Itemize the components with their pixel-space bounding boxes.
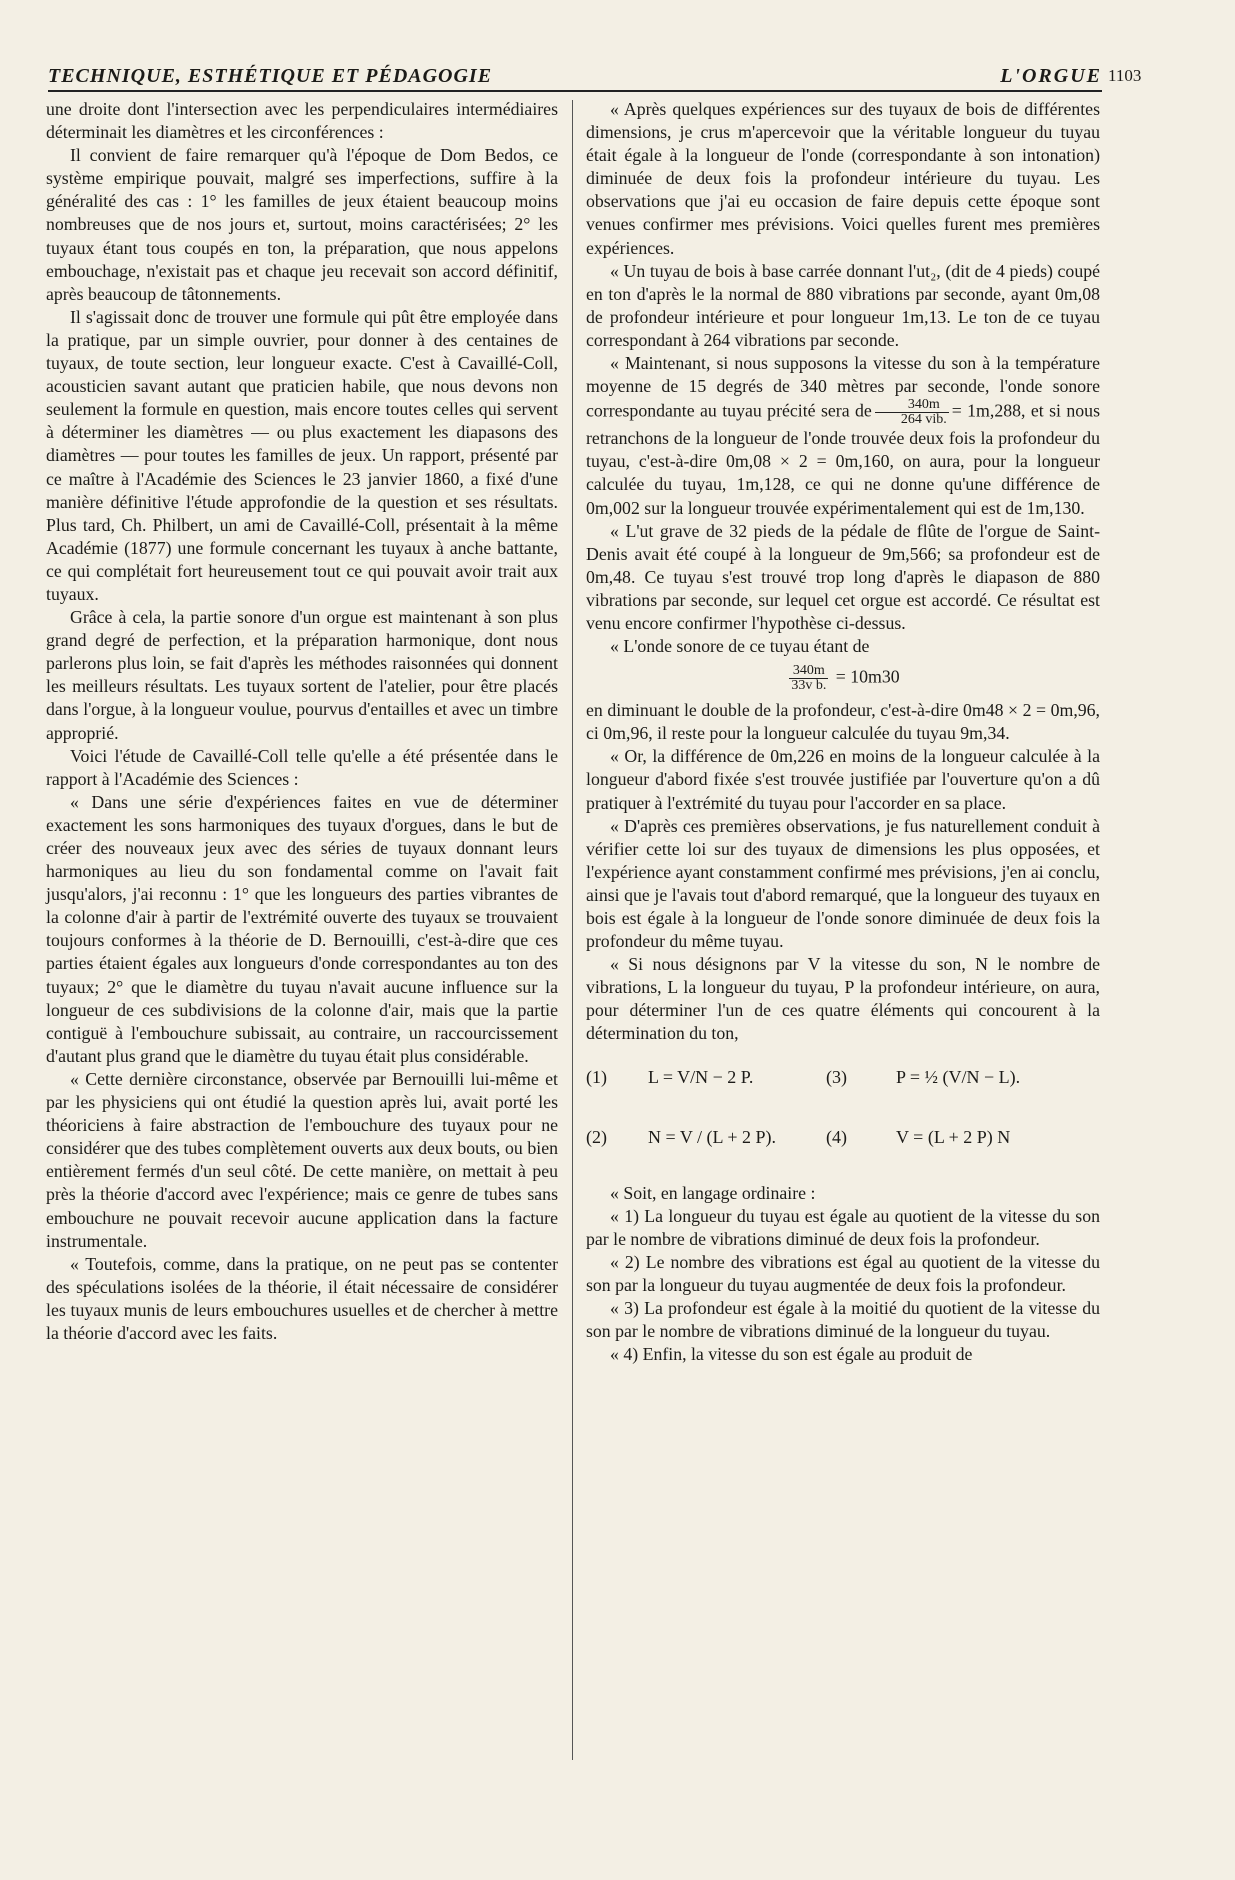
fraction bbox=[875, 398, 949, 427]
formula-label: (1) bbox=[586, 1066, 607, 1087]
paragraph: « L'ut grave de 32 pieds de la pédale de flûte de l'orgue de Saint-Denis avait été coupé à la longueur de 9m,566; sa profondeur est de 0m,48. Ce tuyau s'est trouvé trop long d'après le diapason de 880 vibrations par seconde, sur lequel cet orgue est accordé. Ce résultat est venu encore confirmer l'hypothèse ci-dessus. bbox=[586, 520, 1100, 633]
paragraph: « Or, la différence de 0m,226 en moins de la longueur calculée à la longueur d'abord fixée s'est trouvée justifiée par l'ouverture qu'on a dû pratiquer à l'extrémité du tuyau pour l'accorder en sa place. bbox=[586, 746, 1100, 813]
fraction-numerator: 340m bbox=[789, 664, 828, 679]
paragraph: « L'onde sonore de ce tuyau étant de bbox=[610, 636, 870, 657]
equation-rhs: = 10m30 bbox=[835, 666, 900, 687]
formula: N = V / (L + 2 P). bbox=[648, 1126, 776, 1147]
fraction bbox=[789, 664, 828, 693]
paragraph: « 1) La longueur du tuyau est égale au quotient de la vitesse du son par le nombre de vibrations diminué de deux fois la profondeur. bbox=[586, 1205, 1100, 1249]
paragraph: « Dans une série d'expériences faites en vue de déterminer exactement les sons harmoniques des tuyaux d'orgues, dans le but de créer des nouveaux jeux avec des séries de tuyaux donnant leurs harmoniques au lieu du son fondamental comme on l'avait fait jusqu'alors, j'ai reconnu : 1° que les longueurs des parties vibrantes de la colonne d'air à partir de l'extrémité ouverte des tuyaux se trouvaient toujours conformes à la théorie de D. Bernouilli, c'est-à-dire que ces parties étaient égales aux longueurs d'onde correspondantes au ton des tuyaux; 2° que le diamètre du tuyau n'avait aucune influence sur la longueur de ces subdivisions de la colonne d'air, mais que la partie contiguë à l'embouchure subissait, au contraire, un raccourcissement d'autant plus grand que le diamètre du tuyau était plus considérable. bbox=[46, 791, 558, 1066]
paragraph-text: = 1m,288, et si nous retranchons de la longueur de l'onde trouvée deux fois la profondeur du tuyau, c'est-à-dire 0m,08 × 2 = 0m,160, on aura, pour la longueur calculée du tuyau, 1m,128, ce qui ne donne qu'une différence de 0m,002 sur la longueur trouvée expérimentalement qui est de 1m,130. bbox=[586, 400, 1100, 518]
header-section-title: TECHNIQUE, ESTHÉTIQUE ET PÉDAGOGIE bbox=[48, 65, 493, 87]
paragraph-text: « Maintenant, si nous supposons la vitesse du son à la température moyenne de 15 degrés de 340 mètres par seconde, l'onde sonore correspondante au tuyau précité sera de bbox=[586, 353, 1100, 421]
paragraph: Grâce à cela, la partie sonore d'un orgue est maintenant à son plus grand degré de perfection, et la préparation harmonique, dont nous parlerons plus loin, se fait d'après les méthodes raisonnées qui donnent les meilleurs résultats. Les tuyaux sortent de l'atelier, pour être placés dans l'orgue, à la longueur voulue, pourvus d'entailles et avec un timbre approprié. bbox=[46, 607, 558, 743]
paragraph: une droite dont l'intersection avec les perpendiculaires intermédiaires déterminait les diamètres et les circonférences : bbox=[46, 99, 558, 143]
header-journal-title: L'ORGUE bbox=[1000, 65, 1102, 87]
formula-label: (2) bbox=[586, 1126, 607, 1147]
column-divider bbox=[572, 100, 573, 1760]
paragraph: « Après quelques expériences sur des tuyaux de bois de différentes dimensions, je crus m'apercevoir que la véritable longueur du tuyau était égale à la longueur de l'onde (correspondante à son intonation) diminuée de deux fois la profondeur intérieure du tuyau. Les observations que j'ai eu occasion de faire depuis cette époque sont venues confirmer mes prévisions. Voici quelles furent mes premières expériences. bbox=[586, 99, 1100, 258]
paragraph: « Cette dernière circonstance, observée par Bernouilli lui-même et par les physiciens qui ont étudié la question après lui, avait porté les théoriciens à faire abstraction de l'embouchure des tuyaux pour ne considérer que des tubes complètement ouverts aux deux bouts, ou bien entièrement fermés d'un seul côté. De cette manière, on mettait à peu près la théorie d'accord avec l'expérience; mais ce genre de tubes sans embouchure ne pouvait recevoir aucune application dans la facture instrumentale. bbox=[46, 1068, 558, 1251]
paragraph: en diminuant le double de la profondeur, c'est-à-dire 0m48 × 2 = 0m,96, ci 0m,96, il reste pour la longueur calculée du tuyau 9m,34. bbox=[586, 700, 1100, 744]
right-column bbox=[586, 98, 1100, 1366]
paragraph: « 3) La profondeur est égale à la moitié du quotient de la vitesse du son par le nombre de vibrations diminué de la longueur du tuyau. bbox=[586, 1298, 1100, 1342]
page-number: 1103 bbox=[1108, 66, 1142, 85]
formula: P = ½ (V/N − L). bbox=[896, 1066, 1021, 1087]
paragraph: Il s'agissait donc de trouver une formule qui pût être employée dans la pratique, par un simple ouvrier, pour donner à des centaines de tuyaux, de toute section, leur longueur exacte. C'est à Cavaillé-Coll, acousticien savant autant que praticien habile, que nous devons non seulement la formule en question, mais encore toutes celles qui servent à déterminer les diamètres — ou plus exactement les diapasons des diamètres — pour toutes les familles de jeux. Un rapport, présenté par ce maître à l'Académie des Sciences le 23 janvier 1860, a fixé d'une manière définitive l'étude approfondie de la question et ses résultats. Plus tard, Ch. Philbert, un ami de Cavaillé-Coll, présentait à la même Académie (1877) une formule concernant les tuyaux à anche battante, ce qui complétait fort heureusement tout ce qui pouvait avoir trait aux tuyaux. bbox=[46, 306, 558, 604]
paragraph: « 2) Le nombre des vibrations est égal au quotient de la vitesse du son par la longueur du tuyau augmentée de deux fois la profondeur. bbox=[586, 1251, 1100, 1295]
running-header bbox=[48, 60, 1102, 92]
formula: L = V/N − 2 P. bbox=[648, 1066, 754, 1087]
paragraph: « Un tuyau de bois à base carrée donnant l'ut₂, (dit de 4 pieds) coupé en ton d'après le la normal de 880 vibrations par seconde, ayant 0m,08 de profondeur intérieure et pour longueur 1m,13. Le ton de ce tuyau correspondant à 264 vibrations par seconde. bbox=[586, 260, 1100, 350]
left-column bbox=[46, 98, 558, 1345]
equation bbox=[586, 664, 1100, 693]
formula-label: (3) bbox=[826, 1066, 847, 1087]
paragraph: Voici l'étude de Cavaillé-Coll telle qu'elle a été présentée dans le rapport à l'Académie des Sciences : bbox=[46, 745, 558, 789]
paragraph: « D'après ces premières observations, je fus naturellement conduit à vérifier cette loi sur des tuyaux de dimensions les plus opposées, et l'expérience ayant constamment confirmé mes prévisions, j'en ai conclu, ainsi que je l'avais tout d'abord remarqué, que la longueur des tuyaux en bois est égale à la longueur de l'onde sonore diminuée de deux fois la profondeur du même tuyau. bbox=[586, 815, 1100, 952]
paragraph bbox=[586, 352, 1100, 520]
formula-block bbox=[586, 1054, 1100, 1172]
paragraph: « Soit, en langage ordinaire : bbox=[610, 1182, 816, 1203]
paragraph: « Toutefois, comme, dans la pratique, on ne peut pas se contenter des spéculations isolées de la théorie, il était nécessaire de considérer les tuyaux munis de leurs embouchures usuelles et de chercher à mettre la théorie d'accord avec les faits. bbox=[46, 1253, 558, 1343]
paragraph: « 4) Enfin, la vitesse du son est égale au produit de bbox=[610, 1344, 973, 1365]
fraction-denominator: 264 vib. bbox=[900, 412, 947, 428]
fraction-denominator: 33v b. bbox=[791, 678, 827, 694]
paragraph: Il convient de faire remarquer qu'à l'époque de Dom Bedos, ce système empirique pouvait, malgré ses imperfections, suffire à la généralité des cas : 1° les familles de jeux étaient beaucoup moins nombreuses que de nos jours et, surtout, moins caractérisées; 2° les tuyaux étant tous coupés en ton, la préparation, que nous appelons embouchage, n'existait pas et chaque jeu recevait son accord définitif, après beaucoup de tâtonnements. bbox=[46, 145, 558, 304]
formula: V = (L + 2 P) N bbox=[896, 1126, 1011, 1147]
formula-label: (4) bbox=[826, 1126, 847, 1147]
paragraph: « Si nous désignons par V la vitesse du son, N le nombre de vibrations, L la longueur du tuyau, P la profondeur intérieure, on aura, pour déterminer l'un de ces quatre éléments qui concourent à la détermination du ton, bbox=[586, 954, 1100, 1044]
fraction-numerator: 340m bbox=[875, 398, 949, 413]
